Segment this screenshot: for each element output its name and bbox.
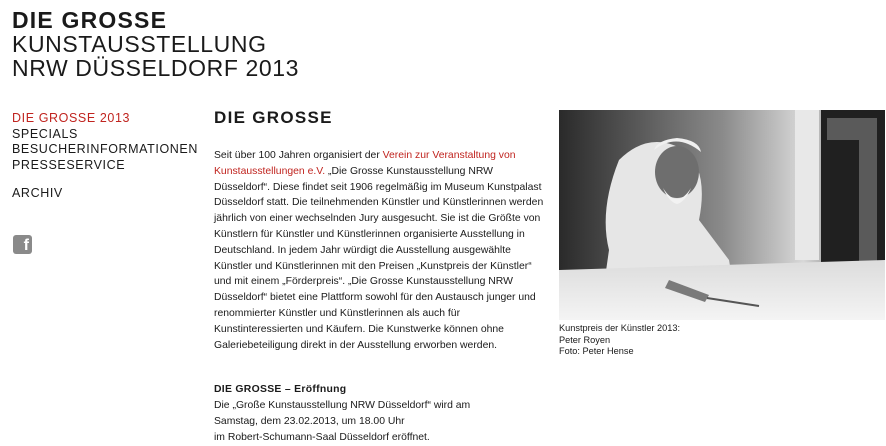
logo-line-2: KUNSTAUSSTELLUNG (12, 31, 267, 57)
main-navigation (12, 111, 198, 202)
opening-line-1: Die „Große Kunstausstellung NRW Düsseldorf“ wird am (214, 400, 471, 412)
caption-line-3: Foto: Peter Hense (559, 346, 634, 356)
verein-link[interactable]: Verein zur Veranstaltung von Kunstausstellungen e.V. (214, 150, 516, 177)
intro-text-start: Seit über 100 Jahren organisiert der (214, 150, 383, 161)
artist-photo (559, 110, 885, 320)
photo-caption (559, 323, 680, 358)
site-logo[interactable] (12, 8, 299, 80)
opening-section (214, 382, 549, 445)
opening-line-2: Samstag, dem 23.02.2013, um 18.00 Uhr (214, 415, 405, 427)
facebook-icon[interactable]: f (13, 235, 32, 254)
nav-item-presseservice[interactable]: PRESSESERVICE (12, 157, 126, 172)
nav-item-archiv[interactable]: ARCHIV (12, 186, 63, 200)
logo-line-3: NRW DÜSSELDORF 2013 (12, 55, 300, 81)
main-content (214, 108, 549, 446)
page-title: DIE GROSSE (214, 108, 333, 127)
opening-line-3: im Robert-Schumann-Saal Düsseldorf eröffnet. (214, 431, 430, 443)
nav-item-specials[interactable]: SPECIALS (12, 126, 78, 141)
caption-line-2: Peter Royen (559, 334, 611, 345)
artist-photo-image (559, 110, 885, 320)
opening-heading: DIE GROSSE – Eröffnung (214, 384, 347, 396)
nav-item-besucherinformationen[interactable]: BESUCHERINFORMATIONEN (12, 142, 198, 156)
nav-item-die-grosse-2013[interactable]: DIE GROSSE 2013 (12, 111, 131, 125)
intro-text-rest: „Die Grosse Kunstausstellung NRW Düsseldorf“. Diese findet seit 1906 regelmäßig im Museum Kunstpalast Düsseldorf statt. Die teilnehmenden Künstler und Künstlerinnen werden jährlich von einer wechselnden Jury ausgesucht. Sie ist die Größte von Künstlern für Künstler und Künstlerinnen organisierte Ausstellung in Deutschland. In jedem Jahr würdigt die Ausstellung ausgewählte Künstler und Künstlerinnen mit den Preisen „Kunstpreis der Künstler“ und mit einem „Förderpreis“. „Die Grosse Kunstausstellung NRW Düsseldorf“ bietet eine Plattform sowohl für den Austausch junger und renommierter Künstler und Künstlerinnen als auch für Kunstinteressierten und Käufern. Die Kunstwerke können ohne Galeriebeteiligung direkt in der Ausstellung erworben werden. (214, 165, 544, 351)
intro-paragraph (214, 148, 549, 353)
logo-line-1: DIE GROSSE (12, 7, 168, 33)
caption-line-1: Kunstpreis der Künstler 2013: (559, 323, 681, 333)
